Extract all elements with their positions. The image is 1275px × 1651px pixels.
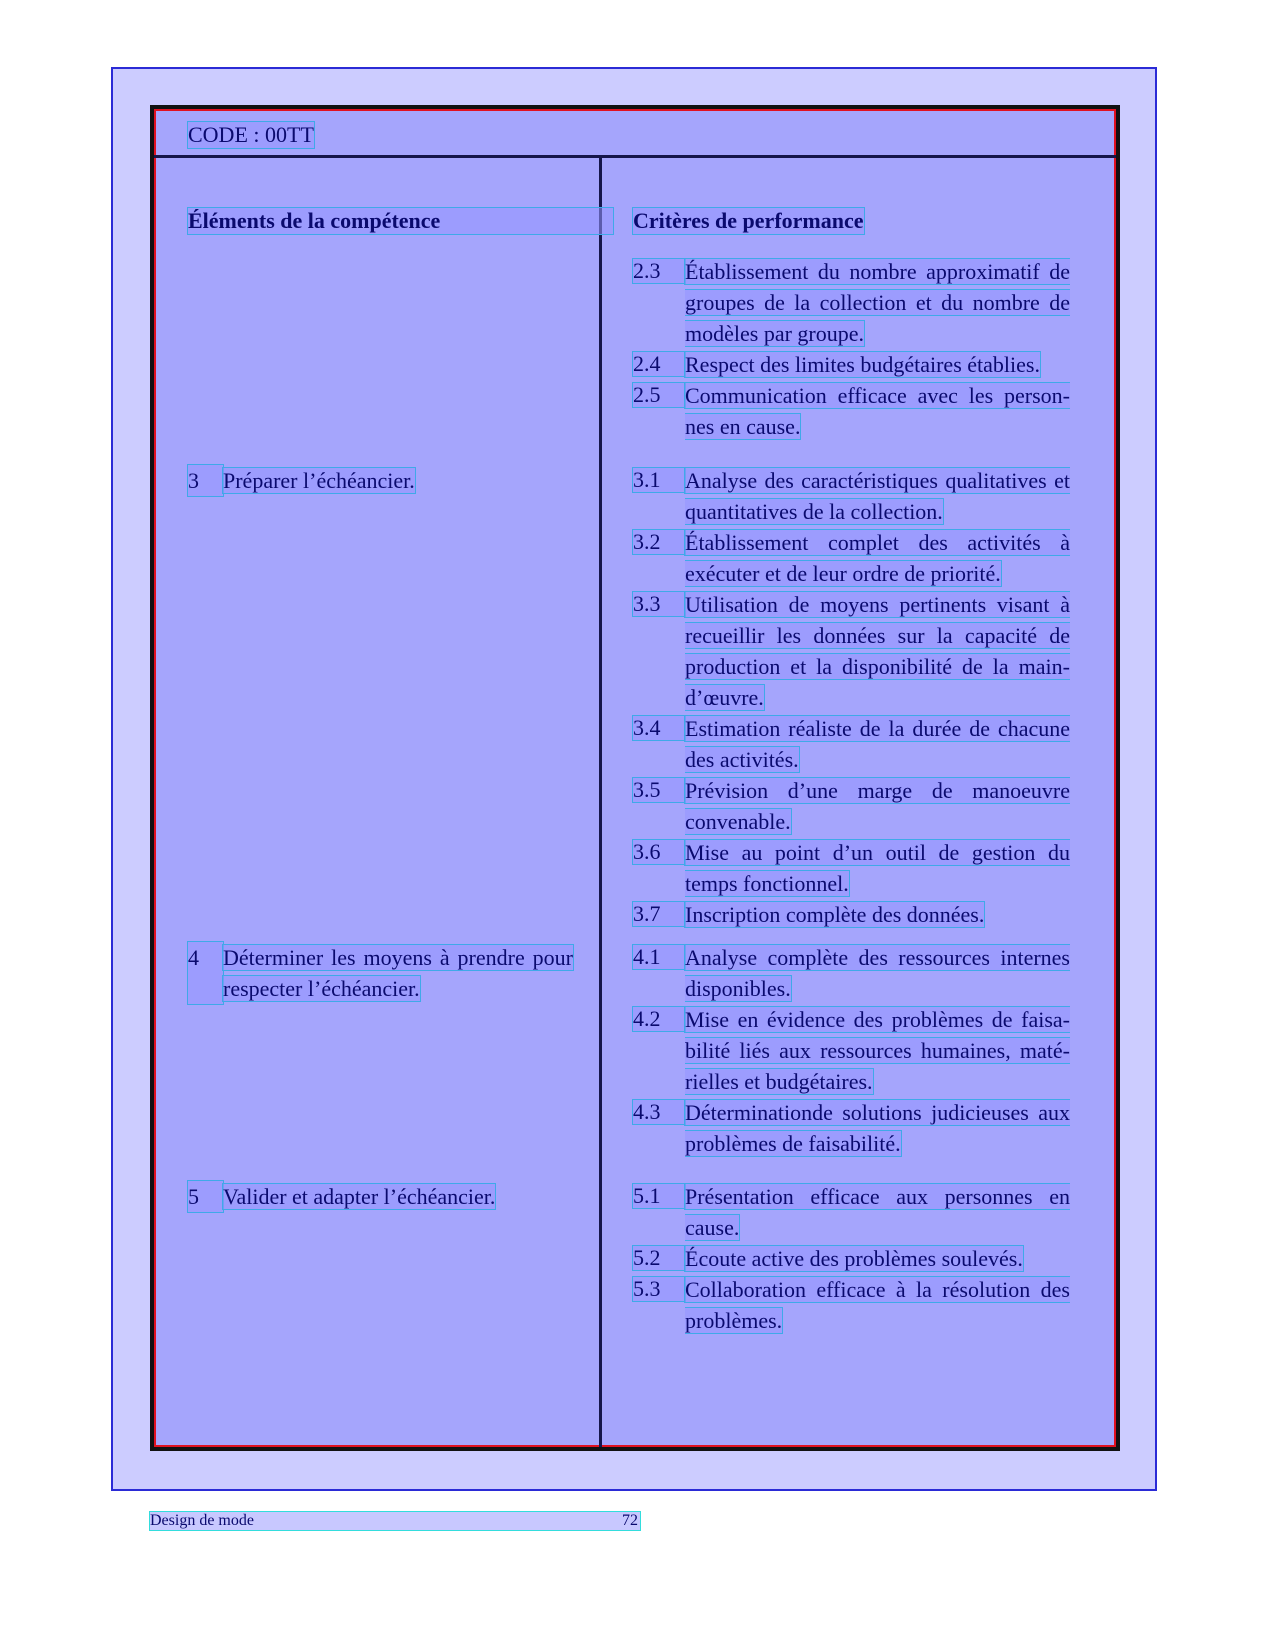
criteria-item — [633, 1097, 1070, 1159]
elements-header: Éléments de la compétence — [188, 208, 613, 234]
criteria-number: 3.4 — [633, 716, 685, 740]
criteria-group-5 — [633, 1181, 1070, 1336]
criteria-number: 2.5 — [633, 383, 685, 407]
criteria-text: Présentation efficace aux personnes en cause. — [685, 1184, 1070, 1240]
criteria-item — [633, 349, 1070, 380]
criteria-text: Prévision d’une marge de manoeuvre convenable. — [685, 778, 1070, 834]
criteria-number: 5.1 — [633, 1184, 685, 1208]
column-divider — [599, 158, 602, 1447]
criteria-text: Déterminationde solutions judicieuses aux problèmes de faisabilité. — [685, 1100, 1070, 1156]
page-number: 72 — [622, 1512, 638, 1529]
criteria-group-2 — [633, 256, 1070, 442]
criteria-text: Écoute active des problèmes soulevés. — [685, 1246, 1023, 1271]
element-text: Déterminer les moyens à prendre pour respecter l’échéancier. — [223, 945, 573, 1001]
criteria-number: 3.7 — [633, 902, 685, 926]
criteria-number: 3.3 — [633, 592, 685, 616]
criteria-item — [633, 775, 1070, 837]
criteria-item — [633, 1181, 1070, 1243]
element-number: 5 — [188, 1181, 223, 1212]
criteria-text: Mise au point d’un outil de gestion du temps fonctionnel. — [685, 840, 1070, 896]
criteria-text: Inscription complète des données. — [685, 902, 985, 927]
criteria-text: Utilisation de moyens pertinents visant à recueillir les données sur la capacité de production et la disponibilité de la main-d’œuvre. — [685, 592, 1070, 710]
element-text: Préparer l’échéancier. — [223, 468, 415, 493]
footer-title: Design de mode — [150, 1512, 254, 1529]
criteria-item — [633, 1004, 1070, 1097]
criteria-text: Communication efficace avec les person-nes en cause. — [685, 383, 1070, 439]
criteria-group-4 — [633, 942, 1070, 1159]
criteria-number: 5.3 — [633, 1277, 685, 1301]
criteria-number: 4.2 — [633, 1007, 685, 1031]
element-text: Valider et adapter l’échéancier. — [223, 1184, 496, 1209]
criteria-number: 2.4 — [633, 352, 685, 376]
criteria-item — [633, 380, 1070, 442]
criteria-text: Analyse complète des ressources internes disponibles. — [685, 945, 1070, 1001]
criteria-item — [633, 527, 1070, 589]
criteria-item — [633, 899, 1070, 930]
criteria-item — [633, 1274, 1070, 1336]
criteria-item — [633, 589, 1070, 713]
element-item — [188, 1181, 573, 1212]
criteria-text: Établissement du nombre approximatif de groupes de la collection et du nombre de modèles par groupe. — [685, 259, 1070, 346]
page-footer — [150, 1512, 640, 1530]
code-row — [154, 109, 1116, 158]
element-item — [188, 465, 573, 496]
criteria-item — [633, 837, 1070, 899]
criteria-text: Mise en évidence des problèmes de faisa-bilité liés aux ressources humaines, maté-rielles et budgétaires. — [685, 1007, 1070, 1094]
criteria-item — [633, 713, 1070, 775]
criteria-text: Estimation réaliste de la durée de chacune des activités. — [685, 716, 1070, 772]
criteria-text: Analyse des caractéristiques qualitatives et quantitatives de la collection. — [685, 468, 1070, 524]
criteria-number: 3.6 — [633, 840, 685, 864]
criteria-text: Respect des limites budgétaires établies. — [685, 352, 1040, 377]
criteria-item — [633, 1243, 1070, 1274]
criteria-header: Critères de performance — [633, 208, 864, 233]
criteria-number: 2.3 — [633, 259, 685, 283]
criteria-text: Collaboration efficace à la résolution des problèmes. — [685, 1277, 1070, 1333]
element-item — [188, 942, 573, 1004]
criteria-number: 3.2 — [633, 530, 685, 554]
criteria-number: 5.2 — [633, 1246, 685, 1270]
code-label: CODE : 00TT — [188, 122, 314, 147]
criteria-item — [633, 465, 1070, 527]
criteria-item — [633, 942, 1070, 1004]
element-number: 4 — [188, 942, 223, 1004]
criteria-number: 3.5 — [633, 778, 685, 802]
competency-table — [150, 105, 1120, 1451]
criteria-number: 3.1 — [633, 468, 685, 492]
criteria-group-3 — [633, 465, 1070, 930]
criteria-item — [633, 256, 1070, 349]
criteria-number: 4.3 — [633, 1100, 685, 1124]
criteria-number: 4.1 — [633, 945, 685, 969]
element-number: 3 — [188, 465, 223, 496]
criteria-text: Établissement complet des activités à exécuter et de leur ordre de priorité. — [685, 530, 1070, 586]
